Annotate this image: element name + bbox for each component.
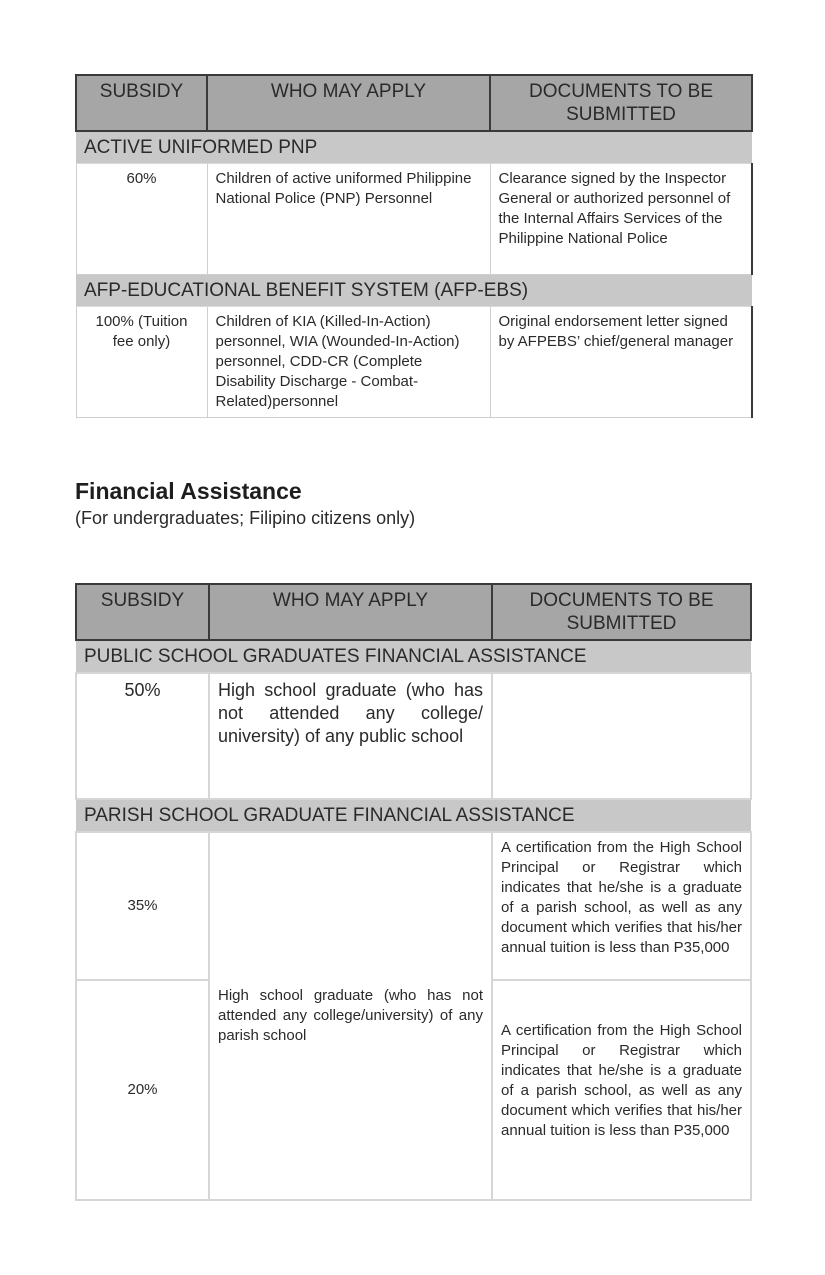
who-cell: High school graduate (who has not attended any college/ university) of any public school: [209, 673, 492, 799]
documents-cell: Original endorsement letter signed by AFPEBS’ chief/general manager: [490, 307, 752, 418]
section-title-afp-ebs: AFP-EDUCATIONAL BENEFIT SYSTEM (AFP-EBS): [76, 275, 752, 307]
table-header-row: [76, 584, 751, 640]
section-row: [76, 640, 751, 673]
header-subsidy: SUBSIDY: [76, 75, 207, 131]
section-heading: Financial Assistance: [75, 478, 302, 504]
who-cell: High school graduate (who has not attended any college/university) of any parish school: [209, 832, 492, 1200]
section-row: [76, 131, 752, 164]
header-who-may-apply: WHO MAY APPLY: [209, 584, 492, 640]
subsidy-cell: 35%: [76, 832, 209, 980]
header-documents: DOCUMENTS TO BE SUBMITTED: [490, 75, 752, 131]
table-row: [76, 164, 752, 275]
subsidy-cell: 100% (Tuition fee only): [76, 307, 207, 418]
documents-cell: Clearance signed by the Inspector General or authorized personnel of the Internal Affairs Services of the Philippine National Police: [490, 164, 752, 275]
documents-cell: [492, 673, 751, 799]
header-who-may-apply: WHO MAY APPLY: [207, 75, 490, 131]
table-header-row: [76, 75, 752, 131]
subsidy-cell: 60%: [76, 164, 207, 275]
subsidy-cell: 20%: [76, 980, 209, 1200]
subsidy-cell: 50%: [76, 673, 209, 799]
documents-cell: A certification from the High School Principal or Registrar which indicates that he/she is a graduate of a parish school, as well as any document which verifies that his/her annual tuition is less than P35,000: [492, 832, 751, 980]
table-row: [76, 832, 751, 980]
section-row: [76, 799, 751, 832]
who-cell: Children of KIA (Killed-In-Action) personnel, WIA (Wounded-In-Action) personnel, CDD-CR (Complete Disability Discharge - Combat-Related)personnel: [207, 307, 490, 418]
header-subsidy: SUBSIDY: [76, 584, 209, 640]
table-row: [76, 307, 752, 418]
header-documents: DOCUMENTS TO BE SUBMITTED: [492, 584, 751, 640]
military-subsidy-table: [75, 74, 753, 418]
documents-cell: A certification from the High School Principal or Registrar which indicates that he/she is a graduate of a parish school, as well as any document which verifies that his/her annual tuition is less than P35,000: [492, 980, 751, 1200]
table-row: [76, 673, 751, 799]
section-row: [76, 275, 752, 307]
section-subtitle: (For undergraduates; Filipino citizens only): [75, 508, 416, 528]
financial-assistance-table: [75, 583, 752, 1201]
section-title-parish-school: PARISH SCHOOL GRADUATE FINANCIAL ASSISTANCE: [76, 799, 751, 832]
who-cell: Children of active uniformed Philippine National Police (PNP) Personnel: [207, 164, 490, 275]
section-title-public-school: PUBLIC SCHOOL GRADUATES FINANCIAL ASSISTANCE: [76, 640, 751, 673]
section-title-pnp: ACTIVE UNIFORMED PNP: [76, 131, 752, 164]
